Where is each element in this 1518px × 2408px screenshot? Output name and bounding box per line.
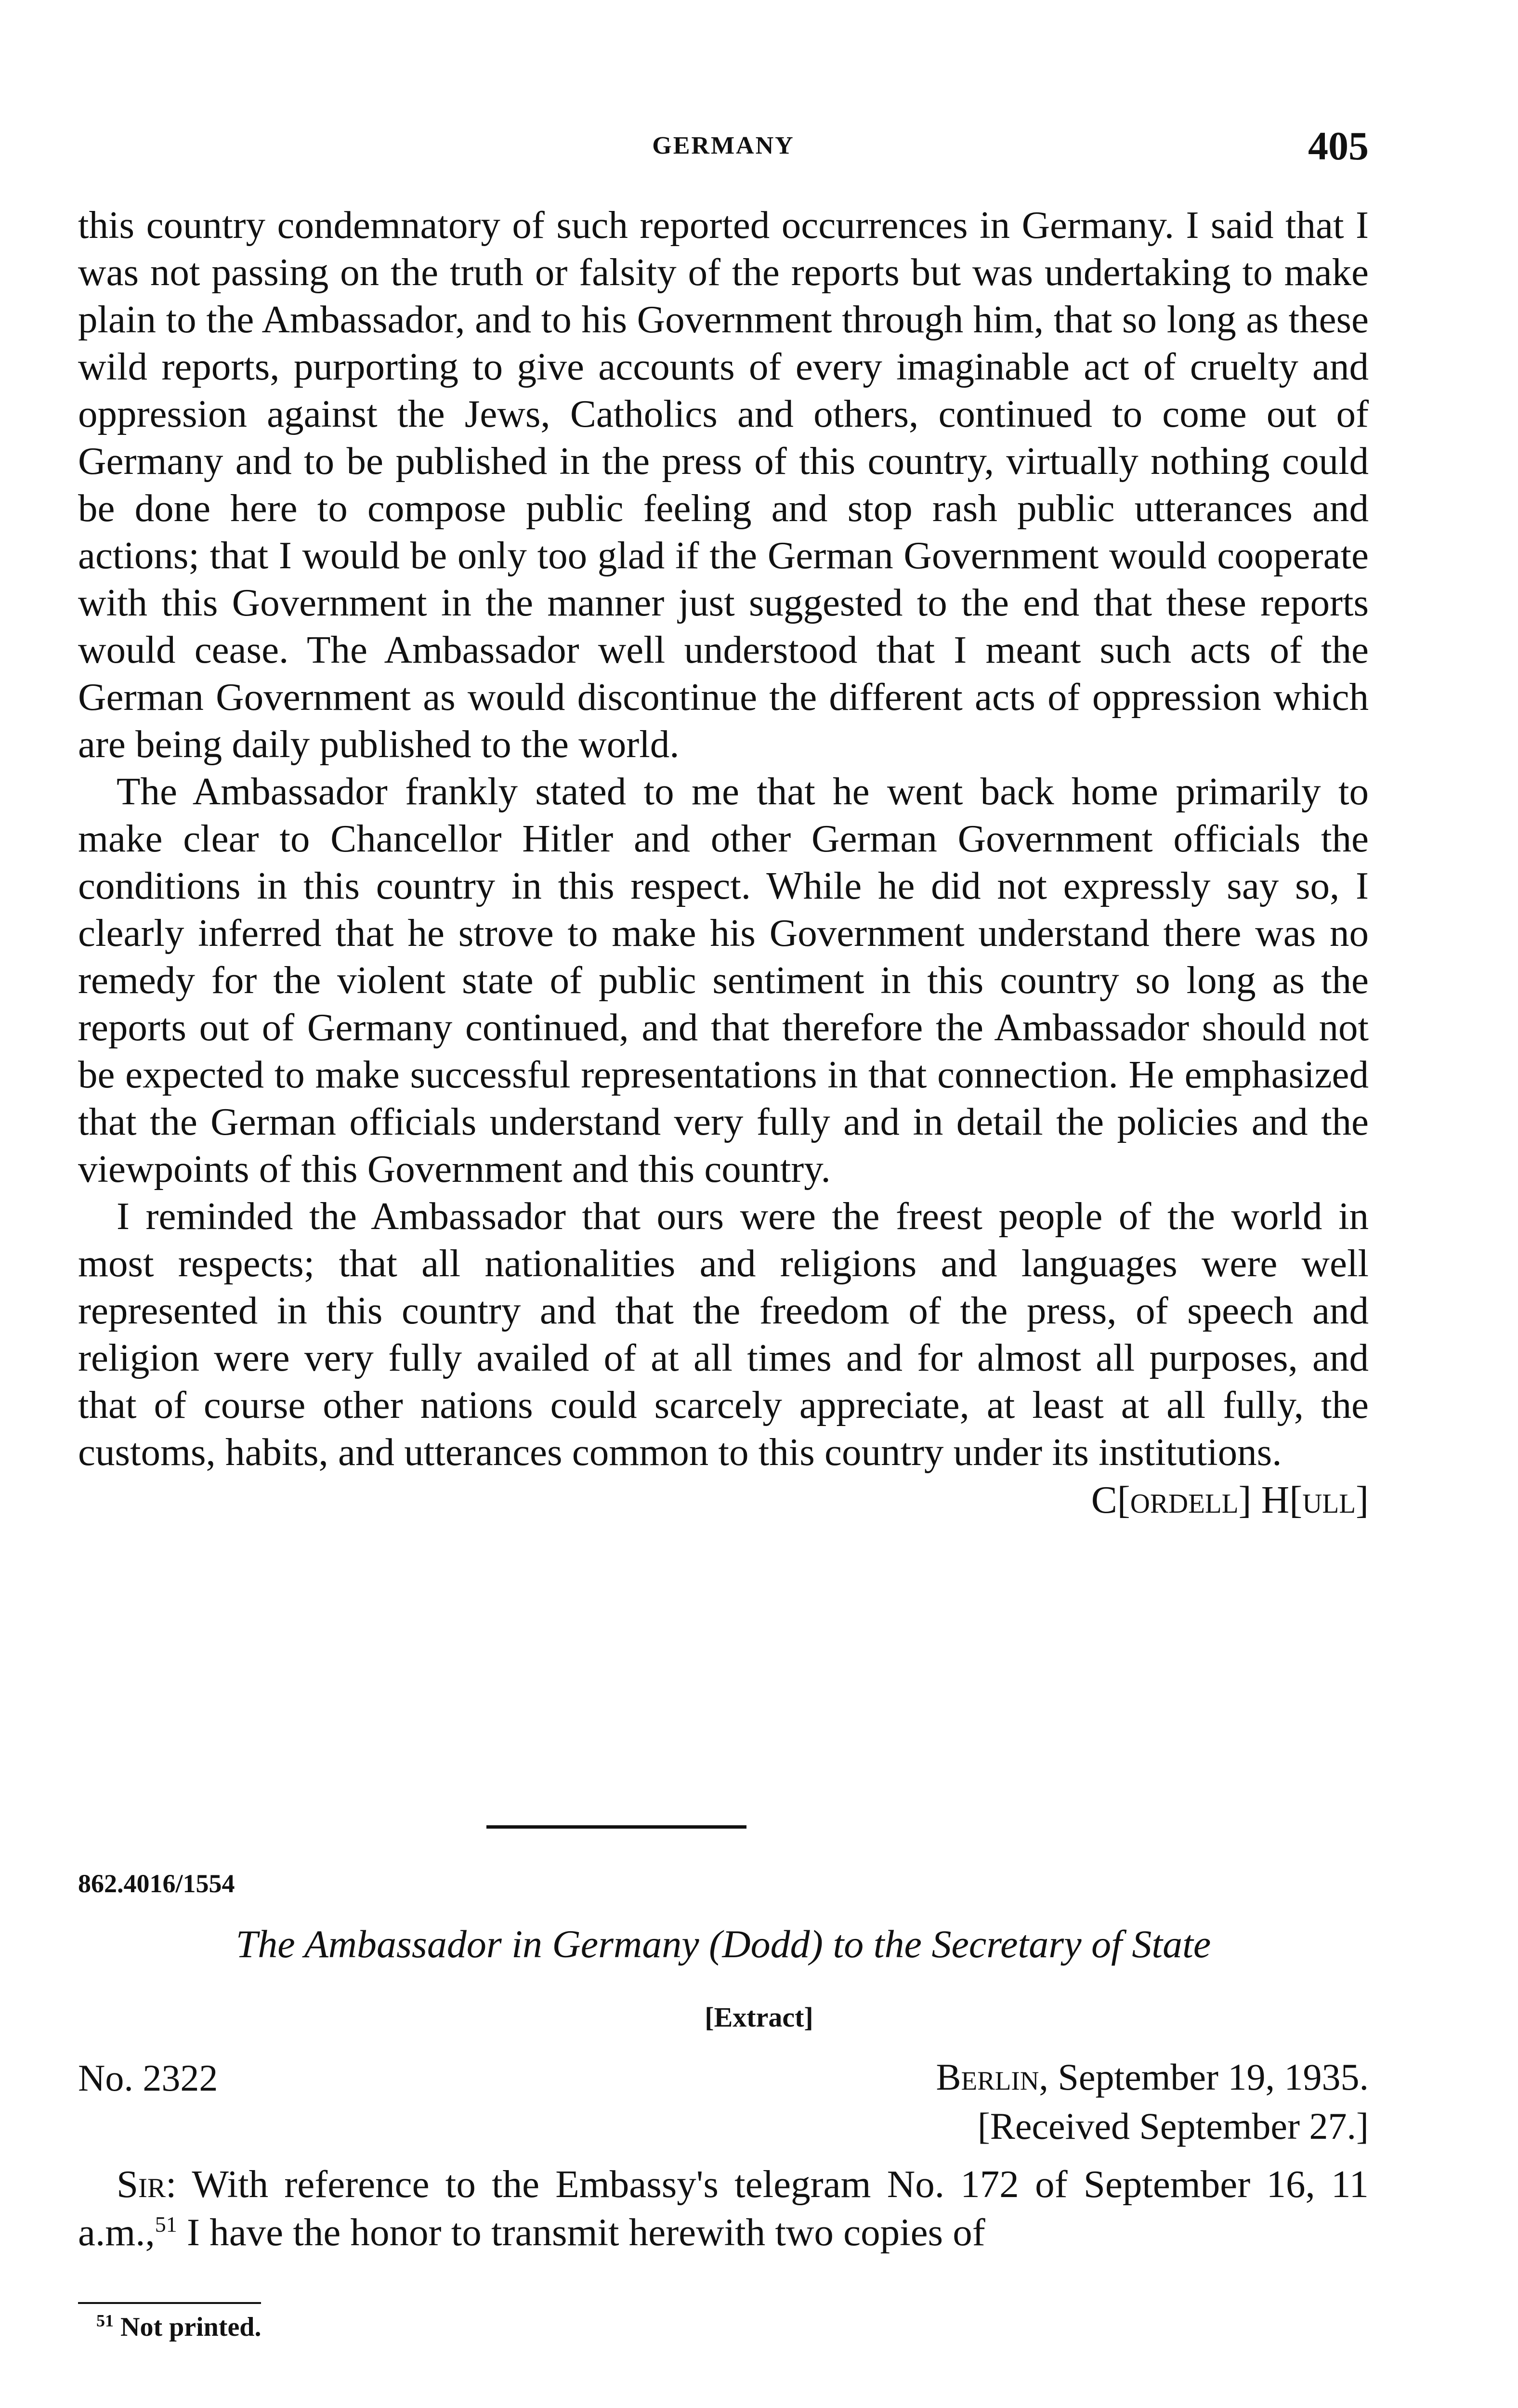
document-title: The Ambassador in Germany (Dodd) to the Secretary of State <box>236 1922 1211 1966</box>
dateline <box>936 2053 1369 2151</box>
paragraph-continued: this country condemnatory of such reported occurrences in Germany. I said that I was not passing on the truth or falsity of the reports but was undertaking to make plain to the Ambassador, and to his Government through him, that so long as these wild reports, purporting to give accounts of every imaginable act of cruelty and oppression against the Jews, Catholics and others, continued to come out of Germany and to be published in the press of this country, virtually nothing could be done here to compose public feeling and stop rash public utterances and actions; that I would be only too glad if the German Government would cooperate with this Government in the manner just suggested to the end that these reports would cease. The Ambassador well understood that I meant such acts of the German Government as would discontinue the different acts of oppression which are being daily published to the world. <box>78 203 1369 766</box>
section-divider <box>486 1825 746 1829</box>
running-head: GERMANY <box>652 132 795 159</box>
letter-text-start: With reference to the Embassy's telegram No. 172 of September 16, 11 a.m., <box>78 2162 1369 2254</box>
paragraph-ambassador-statement: The Ambassador frankly stated to me that he went back home primarily to make clear to Chancellor Hitler and other German Government officials the conditions in this country in this respect. While he did not expressly say so, I clearly inferred that he strove to make his Government understand there was no remedy for the violent state of public sentiment in this country so long as the reports out of Germany continued, and that therefore the Ambassador should not be expected to make successful representations in that connection. He emphasized that the German officials understand very fully and in detail the policies and the viewpoints of this Government and this country. <box>78 770 1369 1191</box>
paragraph-reminder: I reminded the Ambassador that ours were the freest people of the world in most respects; that all nationalities and religions and languages were well represented in this country and that the freedom of the press, of speech and religion were very fully availed of at all times and for almost all purposes, and that of course other nations could scarcely appreciate, at least at all fully, the customs, habits, and utterances common to this country under its institutions. <box>78 1194 1369 1474</box>
letter-number: No. 2322 <box>78 2057 218 2099</box>
salutation: Sir: <box>117 2162 177 2206</box>
file-number: 862.4016/1554 <box>78 1869 235 1898</box>
footnote-marker: 51 <box>96 2311 114 2330</box>
body-text <box>78 201 1369 1524</box>
letter-text-continued: I have the honor to transmit herewith two copies of <box>177 2211 985 2254</box>
footnote-divider <box>78 2302 261 2304</box>
page-header <box>78 123 1369 176</box>
page-number: 405 <box>1308 124 1369 169</box>
footnote-reference[interactable]: 51 <box>155 2212 177 2237</box>
footnote-text: Not printed. <box>114 2312 262 2342</box>
footnote <box>96 2312 261 2343</box>
signature: C[ordell] H[ull] <box>1091 1478 1369 1521</box>
extract-label: [Extract] <box>705 2002 813 2033</box>
letter-body <box>78 2160 1369 2256</box>
received-date: [Received September 27.] <box>977 2105 1369 2147</box>
dateline-date: September 19, 1935. <box>1048 2056 1369 2098</box>
dateline-place: Berlin, <box>936 2056 1048 2098</box>
